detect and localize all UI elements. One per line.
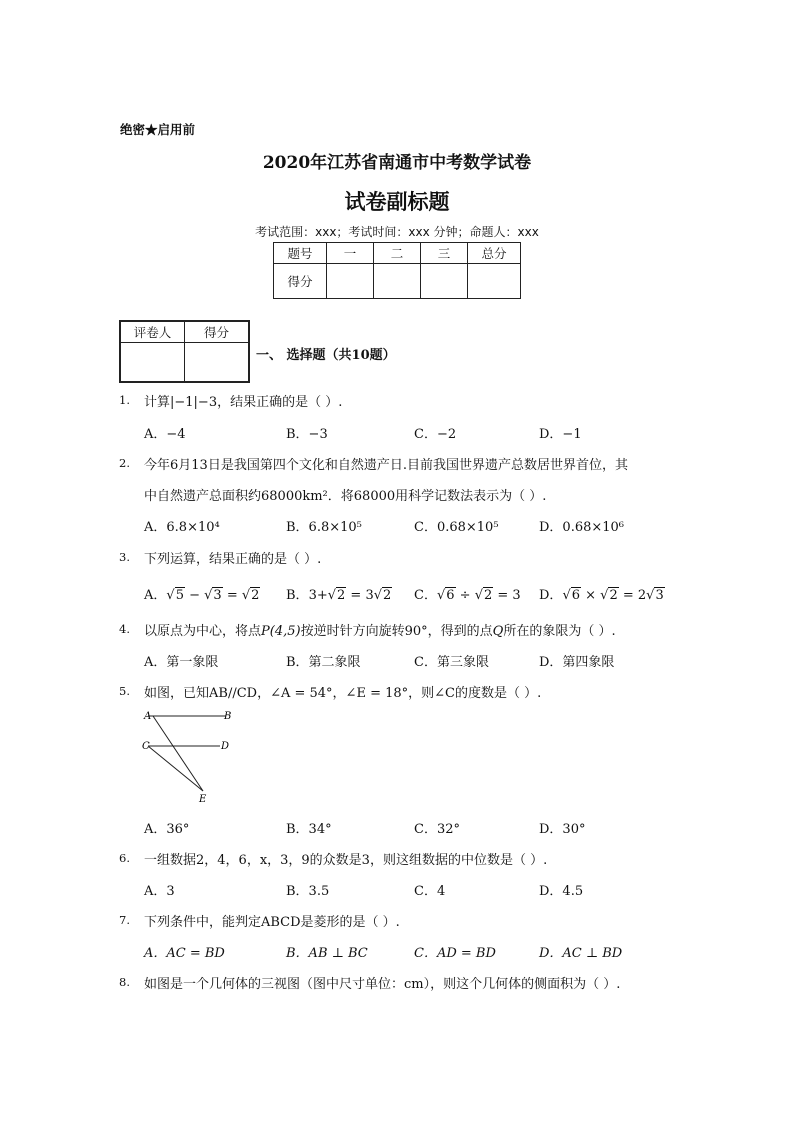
score-header-cell: 题号 [274, 243, 327, 264]
option-d: D．30° [539, 822, 586, 837]
question-number: 2. [119, 456, 130, 470]
option-a: A．√5 − √3 = √2 [144, 588, 260, 603]
option-a: A．−4 [144, 427, 186, 442]
option-a: A．6.8×10⁴ [144, 520, 220, 535]
score-cell [468, 264, 521, 299]
option-d: D．4.5 [539, 884, 584, 899]
label-c: C [142, 741, 150, 752]
score-cell [327, 264, 374, 299]
point-q: Q [492, 624, 504, 639]
option-b: B．−3 [286, 427, 328, 442]
option-c-letter: C． [414, 588, 437, 603]
score-header-cell: 三 [421, 243, 468, 264]
option-b-letter: B． [286, 588, 309, 603]
question-number: 5. [119, 684, 130, 698]
option-d: D．0.68×10⁶ [539, 520, 625, 535]
option-a: A．36° [144, 822, 190, 837]
question-number: 4. [119, 622, 130, 636]
option-a-letter: A． [144, 588, 167, 603]
question-number: 8. [119, 975, 130, 989]
option-c: C．第三象限 [414, 655, 489, 670]
question-text: 下列条件中，能判定ABCD是菱形的是（ ）. [144, 915, 400, 930]
question-text: 下列运算，结果正确的是（ ）. [144, 552, 322, 567]
grader-table [119, 320, 250, 383]
option-a: A．第一象限 [144, 655, 219, 670]
option-a: A．AC = BD [144, 946, 225, 961]
option-b: B．AB ⊥ BC [286, 946, 368, 961]
label-a: A [144, 711, 152, 722]
question-number: 7. [119, 913, 130, 927]
option-c: C．AD = BD [414, 946, 496, 961]
grader-cell [185, 343, 250, 383]
score-cell [374, 264, 421, 299]
score-row-label: 得分 [274, 264, 327, 299]
option-b: B．3.5 [286, 884, 330, 899]
grader-cell [120, 343, 185, 383]
option-b: B．6.8×10⁵ [286, 520, 362, 535]
option-d: D．√6 × √2 = 2√3 [539, 588, 664, 603]
grader-header-cell: 得分 [185, 321, 250, 343]
option-b: B．第二象限 [286, 655, 361, 670]
question-text: 一组数据2，4，6，x，3，9的众数是3，则这组数据的中位数是（ ）. [144, 853, 548, 868]
question-text: 计算|−1|−3，结果正确的是（ ）. [144, 395, 343, 410]
option-c: C．32° [414, 822, 460, 837]
grader-header-cell: 评卷人 [120, 321, 185, 343]
exam-info: 考试范围：xxx；考试时间：xxx 分钟；命题人：xxx [255, 225, 539, 239]
option-c: C．−2 [414, 427, 457, 442]
option-a: A．3 [144, 884, 175, 899]
line-ae [153, 716, 203, 791]
question-text: 如图，已知AB//CD，∠A = 54°，∠E = 18°，则∠C的度数是（ ）. [144, 686, 542, 701]
label-d: D [221, 741, 230, 752]
option-d: D．−1 [539, 427, 582, 442]
confidential-mark: 绝密★启用前 [120, 122, 196, 137]
label-b: B [224, 711, 232, 722]
option-d: D．AC ⊥ BD [539, 946, 623, 961]
score-cell [421, 264, 468, 299]
option-d: D．第四象限 [539, 655, 615, 670]
point-p: P(4,5) [261, 624, 301, 639]
label-e: E [199, 794, 207, 805]
question-number: 3. [119, 550, 130, 564]
exam-title: 2020年江苏省南通市中考数学试卷 [262, 153, 532, 173]
exam-subtitle: 试卷副标题 [344, 189, 450, 214]
option-b: B．34° [286, 822, 332, 837]
option-d-letter: D． [539, 588, 563, 603]
question-number: 1. [119, 393, 130, 407]
option-c: C．√6 ÷ √2 = 3 [414, 588, 521, 603]
question-text: 以原点为中心，将点P(4,5)按逆时针方向旋转90°，得到的点Q所在的象限为（ ）. [144, 624, 616, 639]
line-ce [148, 746, 203, 791]
option-c: C．0.68×10⁵ [414, 520, 499, 535]
question-number: 6. [119, 851, 130, 865]
parallel-lines-figure [140, 706, 240, 808]
option-c: C．4 [414, 884, 446, 899]
section-heading: 一、 选择题（共10题） [256, 348, 396, 363]
question-text-line1: 今年6月13日是我国第四个文化和自然遗产日.目前我国世界遗产总数居世界首位，其 [144, 458, 628, 473]
question-text-line2: 中自然遗产总面积约68000km²．将68000用科学记数法表示为（ ）. [144, 489, 547, 504]
score-table [273, 242, 521, 299]
question-text: 如图是一个几何体的三视图（图中尺寸单位：cm），则这个几何体的侧面积为（ ）. [144, 977, 621, 992]
score-header-cell: 总分 [468, 243, 521, 264]
option-b: B．3+√2 = 3√2 [286, 588, 392, 603]
score-header-cell: 一 [327, 243, 374, 264]
score-header-cell: 二 [374, 243, 421, 264]
